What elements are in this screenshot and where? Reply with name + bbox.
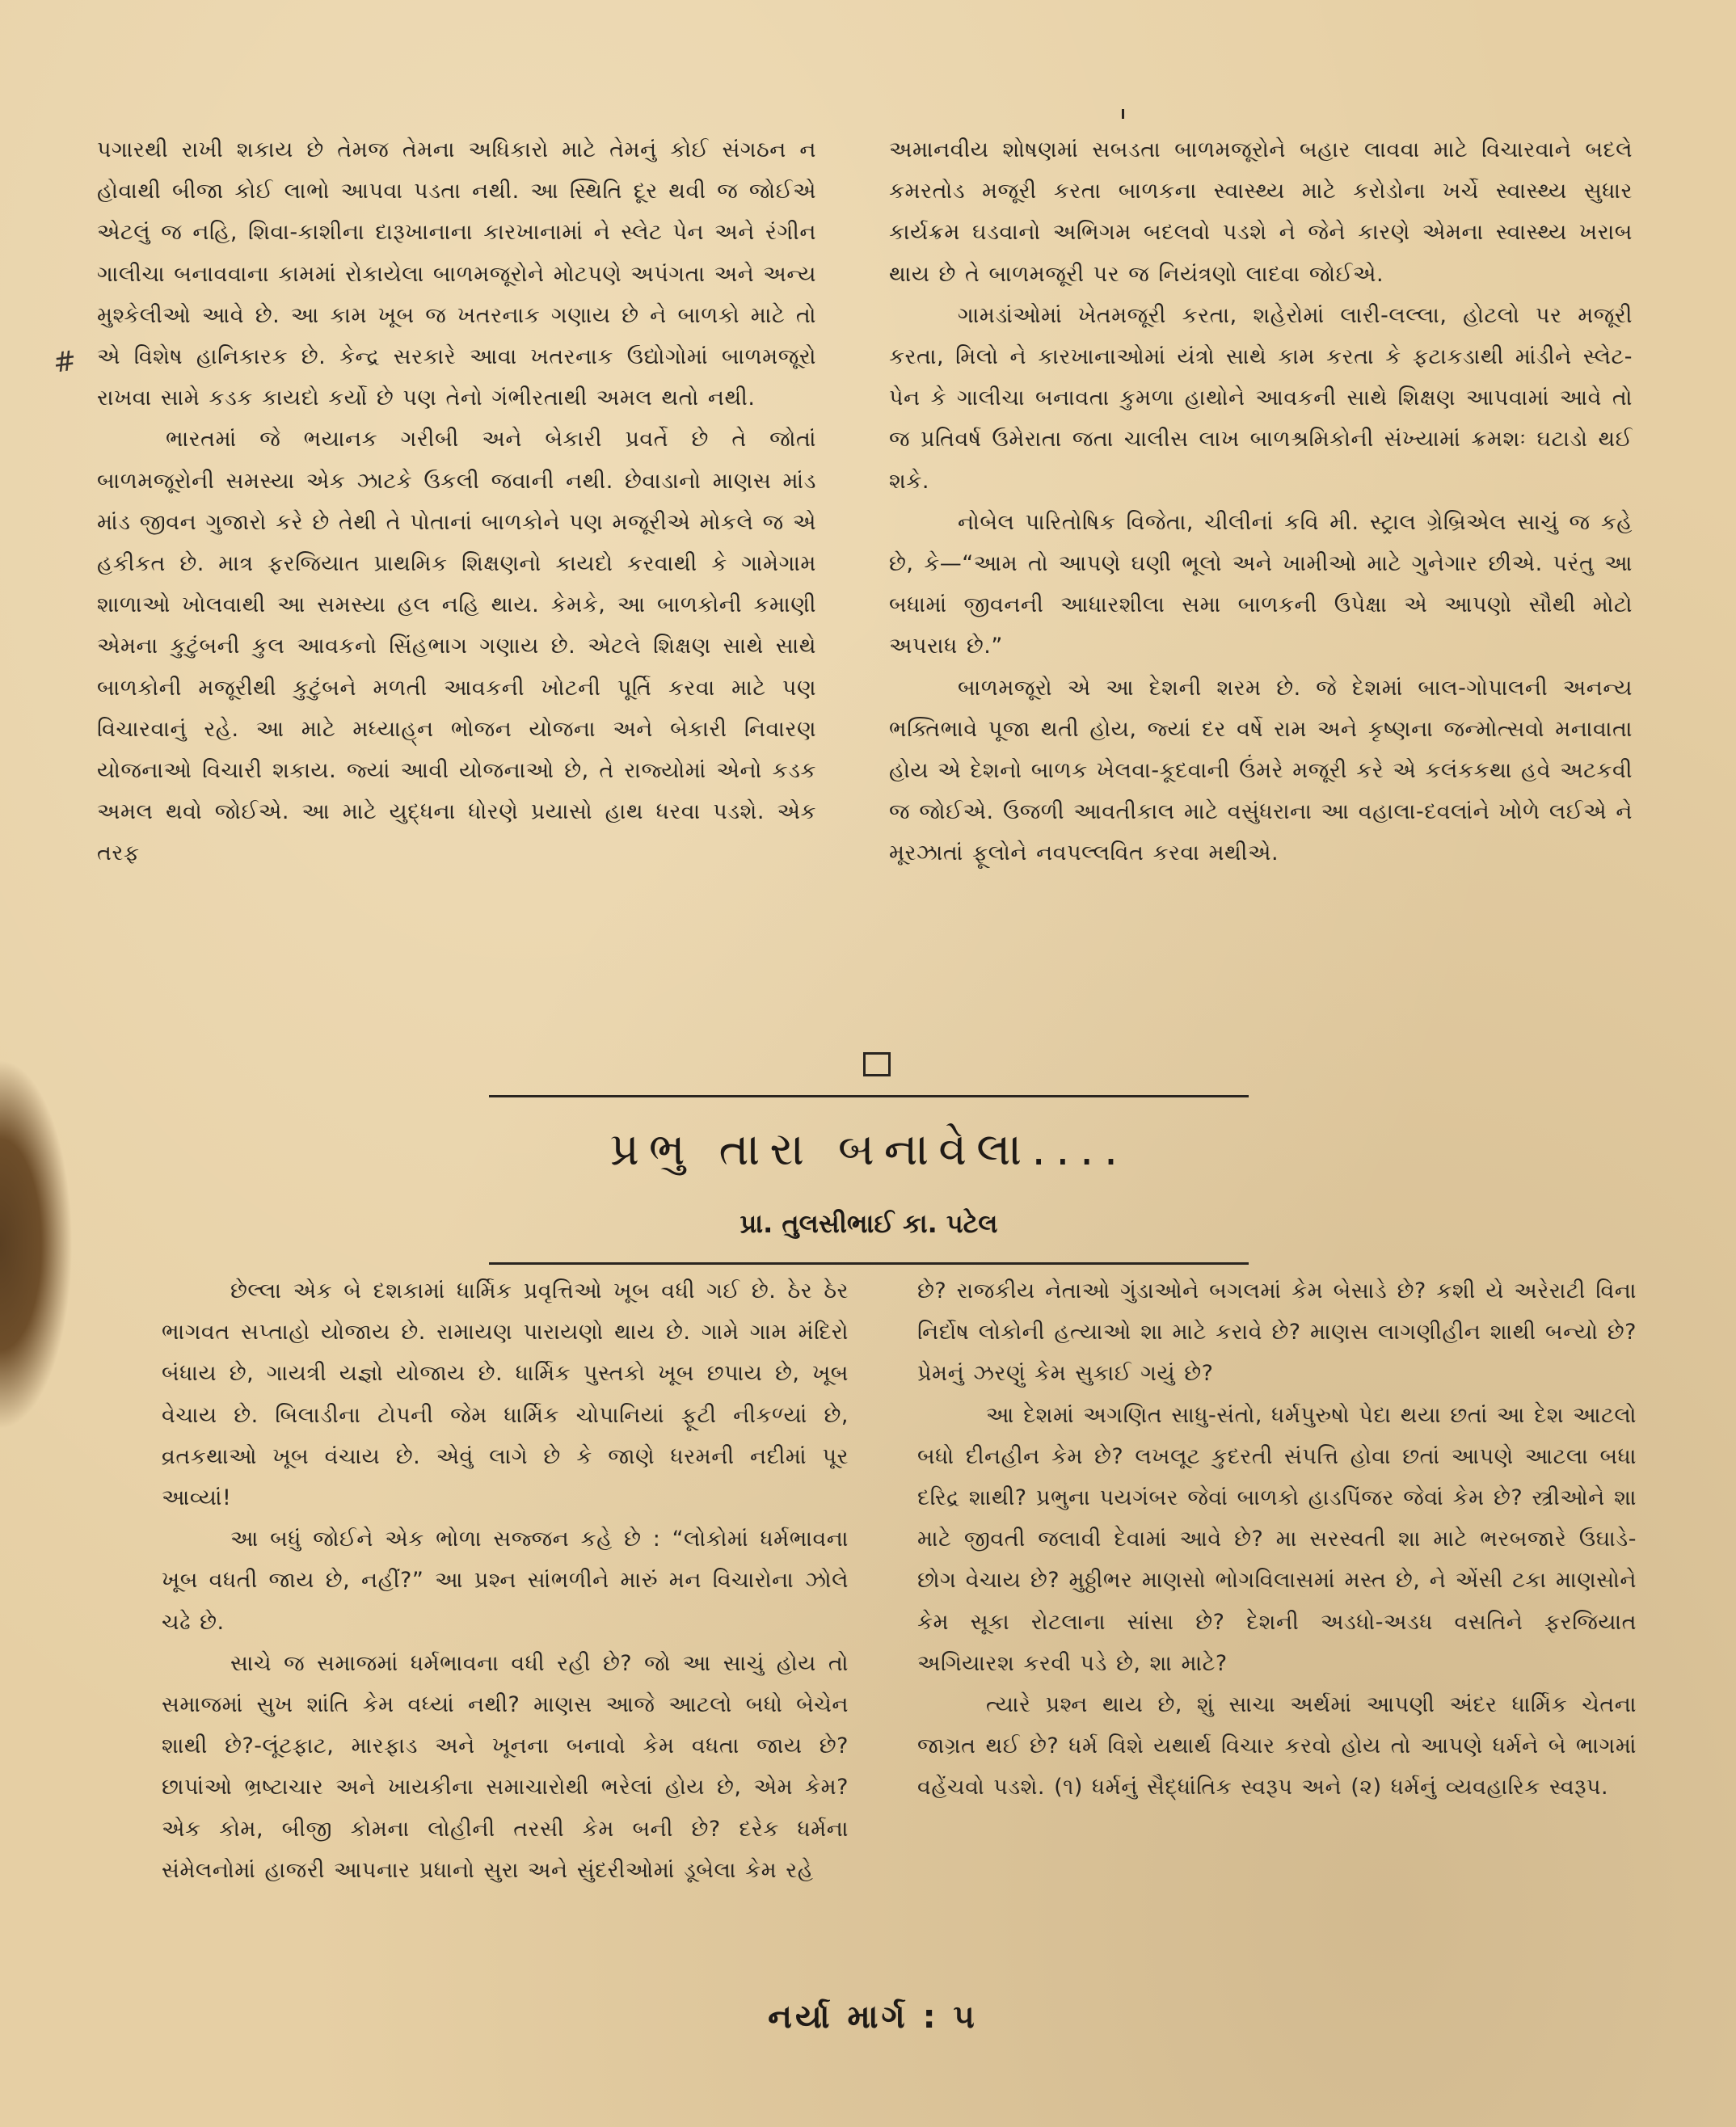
paragraph: ગામડાંઓમાં ખેતમજૂરી કરતા, શહેરોમાં લારી-લલ્લા, હોટલો પર મજૂરી કરતા, મિલો ને કારખાનાઓમાં યંત્રો સાથે કામ કરતા કે ફટાકડાથી માંડીને સ્લેટ-પેન કે ગાલીચા બનાવતા કુમળા હાથોને આવકની સાથે શિક્ષણ આપવામાં આવે તો જ પ્રતિવર્ષ ઉમેરાતા જતા ચાલીસ લાખ બાળશ્રમિકોની સંખ્યામાં ક્રમશઃ ઘટાડો થઈ શકે.: [889, 302, 1633, 494]
top-left-column: [97, 129, 816, 874]
paragraph: છે? રાજકીય નેતાઓ ગુંડાઓને બગલમાં કેમ બેસાડે છે? કશી યે અરેરાટી વિના નિર્દોષ લોકોની હત્યાઓ શા માટે કરાવે છે? માણસ લાગણીહીન શાથી બન્યો છે? પ્રેમનું ઝરણું કેમ સુકાઈ ગયું છે?: [917, 1278, 1637, 1387]
paragraph: અમાનવીય શોષણમાં સબડતા બાળમજૂરોને બહાર લાવવા માટે વિચારવાને બદલે કમરતોડ મજૂરી કરતા બાળકના સ્વાસ્થ્ય માટે કરોડોના ખર્ચે સ્વાસ્થ્ય સુધાર કાર્યક્રમ ઘડવાનો અભિગમ બદલવો પડશે ને જેને કારણે એમના સ્વાસ્થ્ય ખરાબ થાય છે તે બાળમજૂરી પર જ નિયંત્રણો લાદવા જોઈએ.: [889, 137, 1633, 287]
paragraph: છેલ્લા એક બે દશકામાં ધાર્મિક પ્રવૃત્તિઓ ખૂબ વધી ગઈ છે. ઠેર ઠેર ભાગવત સપ્તાહો યોજાય છે. રામાયણ પારાયણો થાય છે. ગામે ગામ મંદિરો બંધાય છે, ગાયત્રી યજ્ઞો યોજાય છે. ધાર્મિક પુસ્તકો ખૂબ છપાય છે, ખૂબ વેચાય છે. બિલાડીના ટોપની જેમ ધાર્મિક ચોપાનિયાં ફૂટી નીકળ્યાં છે, વ્રતકથાઓ ખૂબ વંચાય છે. એવું લાગે છે કે જાણે ધરમની નદીમાં પૂર આવ્યાં!: [162, 1278, 849, 1511]
paragraph: ત્યારે પ્રશ્ન થાય છે, શું સાચા અર્થમાં આપણી અંદર ધાર્મિક ચેતના જાગ્રત થઈ છે? ધર્મ વિશે યથાર્થ વિચાર કરવો હોય તો આપણે ધર્મને બે ભાગમાં વહેંચવો પડશે. (૧) ધર્મનું સૈદ્ધાંતિક સ્વરૂપ અને (૨) ધર્મનું વ્યવહારિક સ્વરૂપ.: [917, 1692, 1637, 1801]
margin-annotation: #: [51, 344, 79, 380]
margin-tick: [1122, 109, 1124, 119]
bottom-left-column: [162, 1270, 849, 1891]
paragraph: આ દેશમાં અગણિત સાધુ-સંતો, ધર્મપુરુષો પેદા થયા છતાં આ દેશ આટલો બધો દીનહીન કેમ છે? લખલૂટ કુદરતી સંપત્તિ હોવા છતાં આપણે આટલા બધા દરિદ્ર શાથી? પ્રભુના પયગંબર જેવાં બાળકો હાડપિંજર જેવાં કેમ છે? સ્ત્રીઓને શા માટે જીવતી જલાવી દેવામાં આવે છે? મા સરસ્વતી શા માટે ભરબજારે ઉઘાડે-છોગ વેચાય છે? મુઠ્ઠીભર માણસો ભોગવિલાસમાં મસ્ત છે, ને એંસી ટકા માણસોને કેમ સૂકા રોટલાના સાંસા છે? દેશની અડધો-અડધ વસતિને ફરજિયાત અગિયારશ કરવી પડે છે, શા માટે?: [917, 1402, 1637, 1676]
paragraph: નોબેલ પારિતોષિક વિજેતા, ચીલીનાં કવિ મી. સ્ટ્રાલ ગ્રેબ્રિએલ સાચું જ કહે છે, કે—“આમ તો આપણે ઘણી ભૂલો અને ખામીઓ માટે ગુનેગાર છીએ. પરંતુ આ બધામાં જીવનની આધારશીલા સમા બાળકની ઉપેક્ષા એ આપણો સૌથી મોટો અપરાધ છે.”: [889, 509, 1633, 659]
page-stain: [0, 1059, 73, 1430]
paragraph: બાળમજૂરો એ આ દેશની શરમ છે. જે દેશમાં બાલ-ગોપાલની અનન્ય ભક્તિભાવે પૂજા થતી હોય, જ્યાં દર વર્ષે રામ અને કૃષ્ણના જન્મોત્સવો મનાવાતા હોય એ દેશનો બાળક ખેલવા-કૂદવાની ઉંમરે મજૂરી કરે એ કલંકકથા હવે અટકવી જ જોઈએ. ઉજળી આવતીકાલ માટે વસુંધરાના આ વહાલા-દવલાંને ખોળે લઈએ ને મૂરઝાતાં ફૂલોને નવપલ્લવિત કરવા મથીએ.: [889, 675, 1633, 866]
title-rule-top: [489, 1095, 1249, 1097]
article-title: પ્રભુ તારા બનાવેલા....: [609, 1123, 1128, 1176]
top-right-column: [889, 129, 1633, 874]
paragraph: ભારતમાં જે ભયાનક ગરીબી અને બેકારી પ્રવર્તે છે તે જોતાં બાળમજૂરોની સમસ્યા એક ઝાટકે ઉકલી જવાની નથી. છેવાડાનો માણસ માંડ માંડ જીવન ગુજારો કરે છે તેથી તે પોતાનાં બાળકોને પણ મજૂરીએ મોકલે જ એ હકીકત છે. માત્ર ફરજિયાત પ્રાથમિક શિક્ષણનો કાયદો કરવાથી કે ગામેગામ શાળાઓ ખોલવાથી આ સમસ્યા હલ નહિ થાય. કેમકે, આ બાળકોની કમાણી એમના કુટુંબની કુલ આવકનો સિંહભાગ ગણાય છે. એટલે શિક્ષણ સાથે સાથે બાળકોની મજૂરીથી કુટુંબને મળતી આવકની ખોટની પૂર્તિ કરવા માટે પણ વિચારવાનું રહે. આ માટે મધ્યાહ્‌ન ભોજન યોજના અને બેકારી નિવારણ યોજનાઓ વિચારી શકાય. જ્યાં આવી યોજનાઓ છે, તે રાજ્યોમાં એનો કડક અમલ થવો જોઈએ. આ માટે યુદ્ધના ધોરણે પ્રયાસો હાથ ધરવા પડશે. એક તરફ: [97, 427, 816, 866]
paragraph: પગારથી રાખી શકાય છે તેમજ તેમના અધિકારો માટે તેમનું કોઈ સંગઠન ન હોવાથી બીજા કોઈ લાભો આપવા પડતા નથી. આ સ્થિતિ દૂર થવી જ જોઈએ એટલું જ નહિ, શિવા-કાશીના દારૂખાનાના કારખાનામાં ને સ્લેટ પેન અને રંગીન ગાલીચા બનાવવાના કામમાં રોકાયેલા બાળમજૂરોને મોટપણે અપંગતા અને અન્ય મુશ્કેલીઓ આવે છે. આ કામ ખૂબ જ ખતરનાક ગણાય છે ને બાળકો માટે તો એ વિશેષ હાનિકારક છે. કેન્દ્ર સરકારે આવા ખતરનાક ઉદ્યોગોમાં બાળમજૂરો રાખવા સામે કડક કાયદો કર્યો છે પણ તેનો ગંભીરતાથી અમલ થતો નથી.: [97, 137, 817, 411]
paragraph: આ બધું જોઈને એક ભોળા સજ્જન કહે છે : “લોકોમાં ધર્મભાવના ખૂબ વધતી જાય છે, નહીં?” આ પ્રશ્ન સાંભળીને મારું મન વિચારોના ઝોલે ચઢે છે.: [162, 1527, 849, 1635]
title-rule-bottom: [489, 1262, 1249, 1265]
bottom-right-column: [917, 1270, 1637, 1809]
article-author: પ્રા. તુલસીભાઈ કા. પટેલ: [739, 1208, 998, 1239]
paragraph: સાચે જ સમાજમાં ધર્મભાવના વધી રહી છે? જો આ સાચું હોય તો સમાજમાં સુખ શાંતિ કેમ વધ્યાં નથી? માણસ આજે આટલો બધો બેચેન શાથી છે?-લૂંટફાટ, મારફાડ અને ખૂનના બનાવો કેમ વધતા જાય છે? છાપાંઓ ભ્રષ્ટાચાર અને ખાયકીના સમાચારોથી ભરેલાં હોય છે, એમ કેમ? એક કોમ, બીજી કોમના લોહીની તરસી કેમ બની છે? દરેક ધર્મના સંમેલનોમાં હાજરી આપનાર પ્રધાનો સુરા અને સુંદરીઓમાં ડૂબેલા કેમ રહે: [162, 1650, 849, 1883]
page-footer: નર્યા માર્ગ : ૫: [768, 1999, 978, 2036]
section-divider-box: [863, 1052, 891, 1076]
